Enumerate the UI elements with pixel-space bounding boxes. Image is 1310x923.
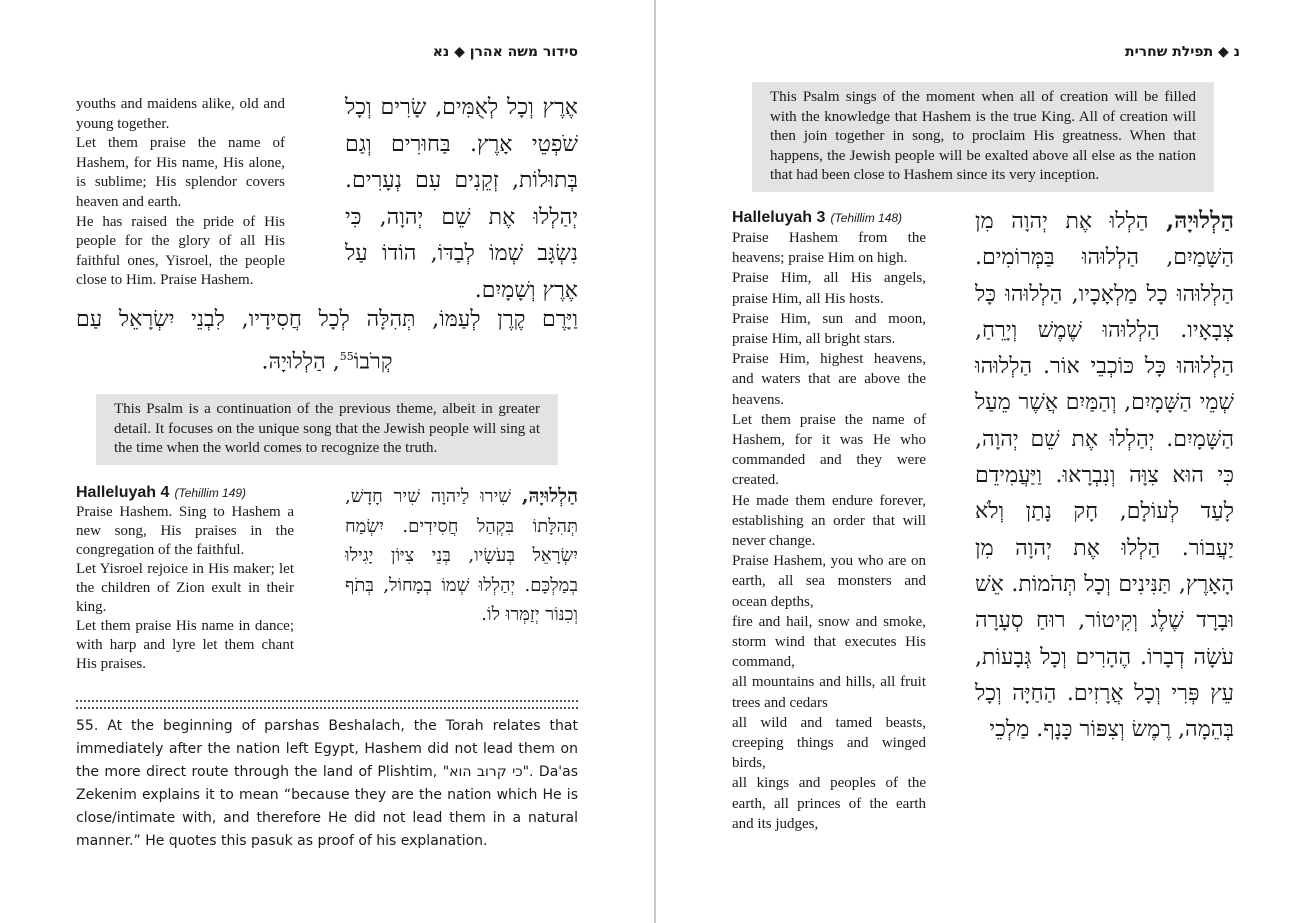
left-page [0, 0, 654, 923]
left-top-english [76, 95, 285, 291]
psalm-title: Halleluyah 3 [732, 209, 826, 226]
psalm-opening-word: הַלְלוּיָהּ, [1166, 207, 1234, 234]
english-verse: Praise Hashem, you who are on earth, all sea monsters and ocean depths, [732, 553, 926, 610]
english-verse: Praise Hashem from the heavens; praise Him on high. [732, 230, 926, 267]
footnote-55: 55. At the beginning of parshas Beshalach, the Torah relates that immediately after the nation left Egypt, Hashem did not lead them on the more direct route through the land of Plishtim, "כי קרוב הוא". Da'as Zekenim explains it to mean “because they are the nation which He is close/intimate with, and therefore He did not lead them in a natural manner.” He quotes this pasuk as proof of his explanation. [76, 718, 579, 849]
english-verse: Let them praise His name in dance; with harp and lyre let them chant His praises. [76, 618, 294, 672]
footnote-divider [76, 700, 578, 709]
left-shaded-note: This Psalm is a continuation of the previous theme, albeit in greater detail. It focuses on the unique song that the Jewish people will sing at the time when the world comes to recognize the truth. [96, 394, 558, 465]
left-psalm-hebrew [345, 482, 578, 630]
english-verse: fire and hail, snow and smoke, storm wind that executes His command, [732, 613, 926, 671]
english-verse: Let them praise the name of Hashem, for it was He who commanded and they were created. [732, 411, 926, 489]
hebrew-word: קְרֹבוֹ [353, 348, 393, 374]
hebrew-text: , הַלְלוּיָהּ. [261, 348, 340, 374]
psalm-hebrew-text: שִׁירוּ לַיהוָה שִׁיר חָדָשׁ, תְּהִלָּתוֹ בִּקְהַל חֲסִידִים. יִשְׂמַח יִשְׂרָאֵל בְּעֹשָׂיו, בְּנֵי צִיּוֹן יָגִילוּ בְמַלְכָּם. יְהַלְלוּ שְׁמוֹ בְמָחוֹל, בְּתֹף וְכִנּוֹר יְזַמְּרוּ לוֹ. [345, 486, 578, 625]
english-verse: all mountains and hills, all fruit trees and cedars [732, 674, 926, 711]
hebrew-line: וַיָּרֶם קֶרֶן לְעַמּוֹ, תְּהִלָּה לְכָל חֲסִידָיו, לִבְנֵי יִשְׂרָאֵל עַם [76, 307, 578, 332]
psalm-heading [732, 207, 926, 228]
english-verse: Praise Hashem. Sing to Hashem a new song, His praises in the congregation of the faithful. [76, 504, 294, 558]
psalm-heading [76, 482, 294, 503]
english-verse: He has raised the pride of His people for the glory of all His faithful ones, Yisroel, the people close to Him. Praise Hashem. [76, 213, 285, 289]
psalm-reference: (Tehillim 148) [830, 211, 903, 225]
left-full-hebrew [76, 302, 578, 380]
psalm-english-body [732, 228, 926, 834]
english-verse: Let Yisroel rejoice in His maker; let the children of Zion exult in their king. [76, 561, 294, 615]
running-head-text: נ ◆ תפילת שחרית [1125, 44, 1241, 60]
hebrew-line [76, 339, 578, 381]
english-verse: He made them endure forever, establishing an order that will never change. [732, 492, 926, 550]
right-page [656, 0, 1310, 923]
psalm-english-body [76, 503, 294, 674]
right-shaded-note: This Psalm sings of the moment when all of creation will be filled with the knowledge that Hashem is the true King. All of creation will then join together in song, to proclaim His greatness. When that happens, the Jewish people will be exalted above all else as the nation that had been close to Hashem since its very inception. [752, 82, 1214, 192]
english-verse: Praise Him, sun and moon, praise Him, all bright stars. [732, 310, 926, 348]
psalm-reference: (Tehillim 149) [174, 486, 247, 500]
psalm-hebrew-text: הַלְלוּ אֶת יְהוָה מִן הַשָּׁמַיִם, הַלְלוּהוּ בַּמְּרוֹמִים. הַלְלוּהוּ כָל מַלְאָכָיו, הַלְלוּהוּ כָּל צְבָאָיו. הַלְלוּהוּ שֶׁמֶשׁ וְיָרֵחַ, הַלְלוּהוּ כָּל כּוֹכְבֵי אוֹר. הַלְלוּהוּ שְׁמֵי הַשָּׁמָיִם, וְהַמַּיִם אֲשֶׁר מֵעַל הַשָּׁמָיִם. יְהַלְלוּ אֶת שֵׁם יְהוָה, כִּי הוּא צִוָּה וְנִבְרָאוּ. וַיַּעֲמִידֵם לָעַד לְעוֹלָם, חָק נָתַן וְלֹא יַעֲבוֹר. הַלְלוּ אֶת יְהוָה מִן הָאָרֶץ, תַּנִּינִים וְכָל תְּהֹמוֹת. אֵשׁ וּבָרָד שֶׁלֶג וְקִיטוֹר, רוּחַ סְעָרָה עֹשָׂה דְבָרוֹ. הֶהָרִים וְכָל גְּבָעוֹת, עֵץ פְּרִי וְכָל אֲרָזִים. הַחַיָּה וְכָל בְּהֵמָה, רֶמֶשׂ וְצִפּוֹר כָּנָף. מַלְכֵי [975, 209, 1234, 743]
english-verse: all kings and peoples of the earth, all princes of the earth and its judges, [732, 775, 926, 832]
english-verse: youths and maidens alike, old and young together. [76, 96, 285, 132]
left-top-hebrew: אֶרֶץ וְכָל לְאֻמִּים, שָׂרִים וְכָל שֹׁפְטֵי אָרֶץ. בַּחוּרִים וְגַם בְּתוּלוֹת, זְקֵנִים עִם נְעָרִים. יְהַלְלוּ אֶת שֵׁם יְהוָה, כִּי נִשְׂגָּב שְׁמוֹ לְבַדּוֹ, הוֹדוֹ עַל אֶרֶץ וְשָׁמָיִם. [345, 95, 578, 303]
english-verse: Let them praise the name of Hashem, for His name, His alone, is sublime; His splendor covers heaven and earth. [76, 135, 285, 210]
english-verse: Praise Him, highest heavens, and waters that are above the heavens. [732, 351, 926, 408]
right-psalm-hebrew [975, 203, 1234, 748]
left-running-head: סידור משה אהרן ◆ נא [432, 44, 578, 60]
english-verse: Praise Him, all His angels, praise Him, all His hosts. [732, 270, 926, 307]
psalm-opening-word: הַלְלוּיָהּ, [521, 485, 578, 507]
footnote-marker[interactable]: 55 [339, 349, 354, 363]
english-verse: all wild and tamed beasts, creeping things and winged birds, [732, 714, 926, 772]
right-psalm-english [732, 207, 926, 834]
left-psalm-english [76, 482, 294, 674]
psalm-title: Halleluyah 4 [76, 484, 170, 501]
